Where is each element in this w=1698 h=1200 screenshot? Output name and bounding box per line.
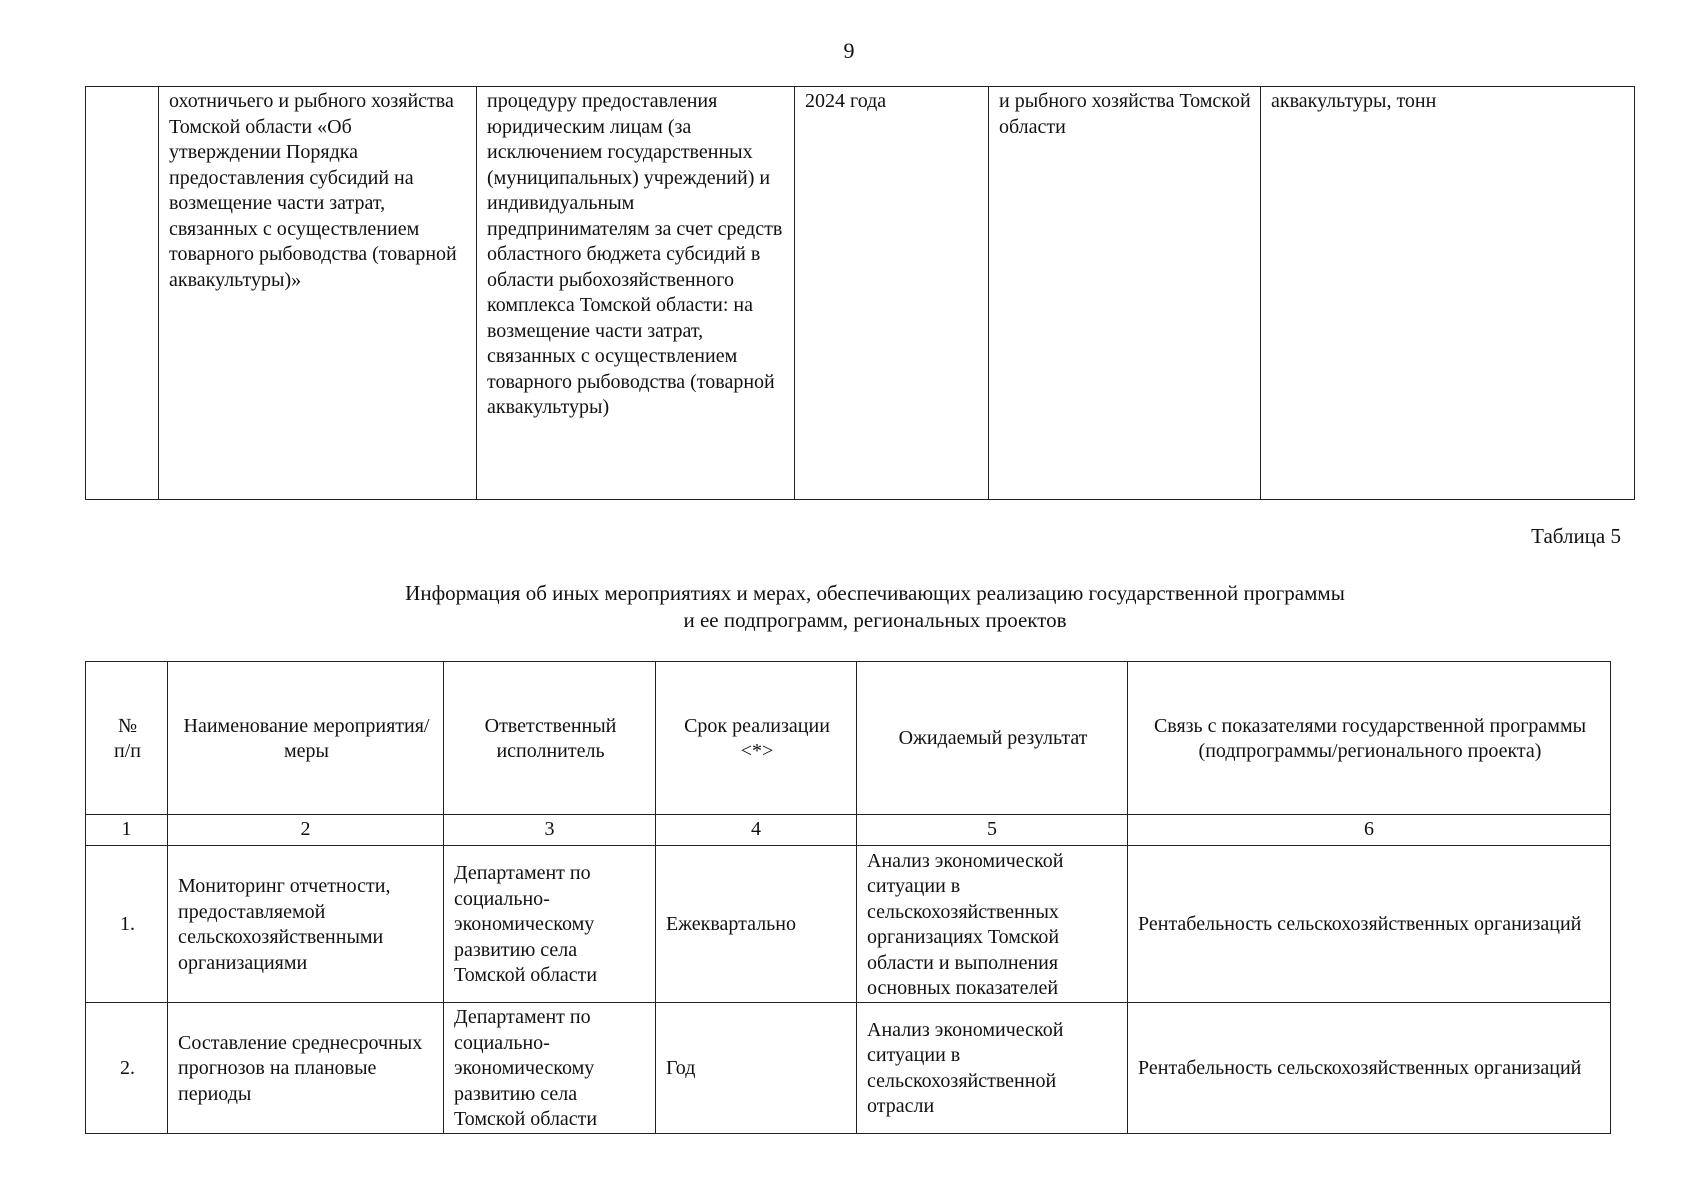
- column-number: 4: [656, 815, 857, 846]
- column-number: 5: [857, 815, 1128, 846]
- table-cell: охотничьего и рыбного хозяйства Томской области «Об утверждении Порядка предоставления субсидий на возмещение части затрат, связанных с осуществлением товарного рыбоводства (товарной аквакультуры)»: [159, 87, 477, 500]
- header-cell-link: Связь с показателями государственной программы (подпрограммы/регионального проекта): [1128, 662, 1611, 815]
- table-title-line: Информация об иных мероприятиях и мерах, обеспечивающих реализацию государственной программы: [405, 581, 1345, 605]
- column-number: 1: [86, 815, 168, 846]
- measures-table: [85, 661, 1611, 1134]
- table-row: [86, 1003, 1611, 1134]
- table-header-row: [86, 662, 1611, 815]
- measure-result: Анализ экономической ситуации в сельскохозяйственной отрасли: [857, 1003, 1128, 1134]
- measure-name: Составление среднесрочных прогнозов на плановые периоды: [168, 1003, 444, 1134]
- column-number: 2: [168, 815, 444, 846]
- header-cell-result: Ожидаемый результат: [857, 662, 1128, 815]
- table-cell: 2024 года: [795, 87, 989, 500]
- row-number: 1.: [86, 846, 168, 1003]
- column-number: 6: [1128, 815, 1611, 846]
- measure-term: Ежеквартально: [656, 846, 857, 1003]
- continuation-table: [85, 86, 1635, 500]
- column-number: 3: [444, 815, 656, 846]
- header-cell-term: [656, 662, 857, 815]
- table-row: [86, 87, 1635, 500]
- header-cell-number: [86, 662, 168, 815]
- table-label: Таблица 5: [1531, 524, 1621, 548]
- table-cell: [86, 87, 159, 500]
- table-cell: и рыбного хозяйства Томской области: [989, 87, 1261, 500]
- measure-result: Анализ экономической ситуации в сельскохозяйственных организациях Томской области и выполнения основных показателей: [857, 846, 1128, 1003]
- table-cell: аквакультуры, тонн: [1261, 87, 1635, 500]
- measure-link: Рентабельность сельскохозяйственных организаций: [1128, 1003, 1611, 1134]
- table-cell: процедуру предоставления юридическим лицам (за исключением государственных (муниципальных) учреждений) и индивидуальным предпринимателям за счет средств областного бюджета субсидий в области рыбохозяйственного комплекса Томской области: на возмещение части затрат, связанных с осуществлением товарного рыбоводства (товарной аквакультуры): [477, 87, 795, 500]
- column-number-row: [86, 815, 1611, 846]
- measure-executor: Департамент по социально-экономическому развитию села Томской области: [444, 846, 656, 1003]
- row-number: 2.: [86, 1003, 168, 1134]
- measure-link: Рентабельность сельскохозяйственных организаций: [1128, 846, 1611, 1003]
- header-cell-executor: Ответственный исполнитель: [444, 662, 656, 815]
- header-text: №: [117, 714, 138, 737]
- measure-name: Мониторинг отчетности, предоставляемой сельскохозяйственными организациями: [168, 846, 444, 1003]
- measure-term: Год: [656, 1003, 857, 1134]
- measure-executor: Департамент по социально-экономическому развитию села Томской области: [444, 1003, 656, 1134]
- header-text: п/п: [114, 740, 141, 762]
- header-cell-name: Наименование мероприятия/меры: [168, 662, 444, 815]
- header-text: Срок реализации: [684, 714, 830, 737]
- table-row: [86, 846, 1611, 1003]
- table-title: [295, 580, 1455, 634]
- header-text: <*>: [740, 740, 774, 762]
- page-number: 9: [843, 38, 855, 63]
- table-title-line: и ее подпрограмм, региональных проектов: [683, 608, 1067, 632]
